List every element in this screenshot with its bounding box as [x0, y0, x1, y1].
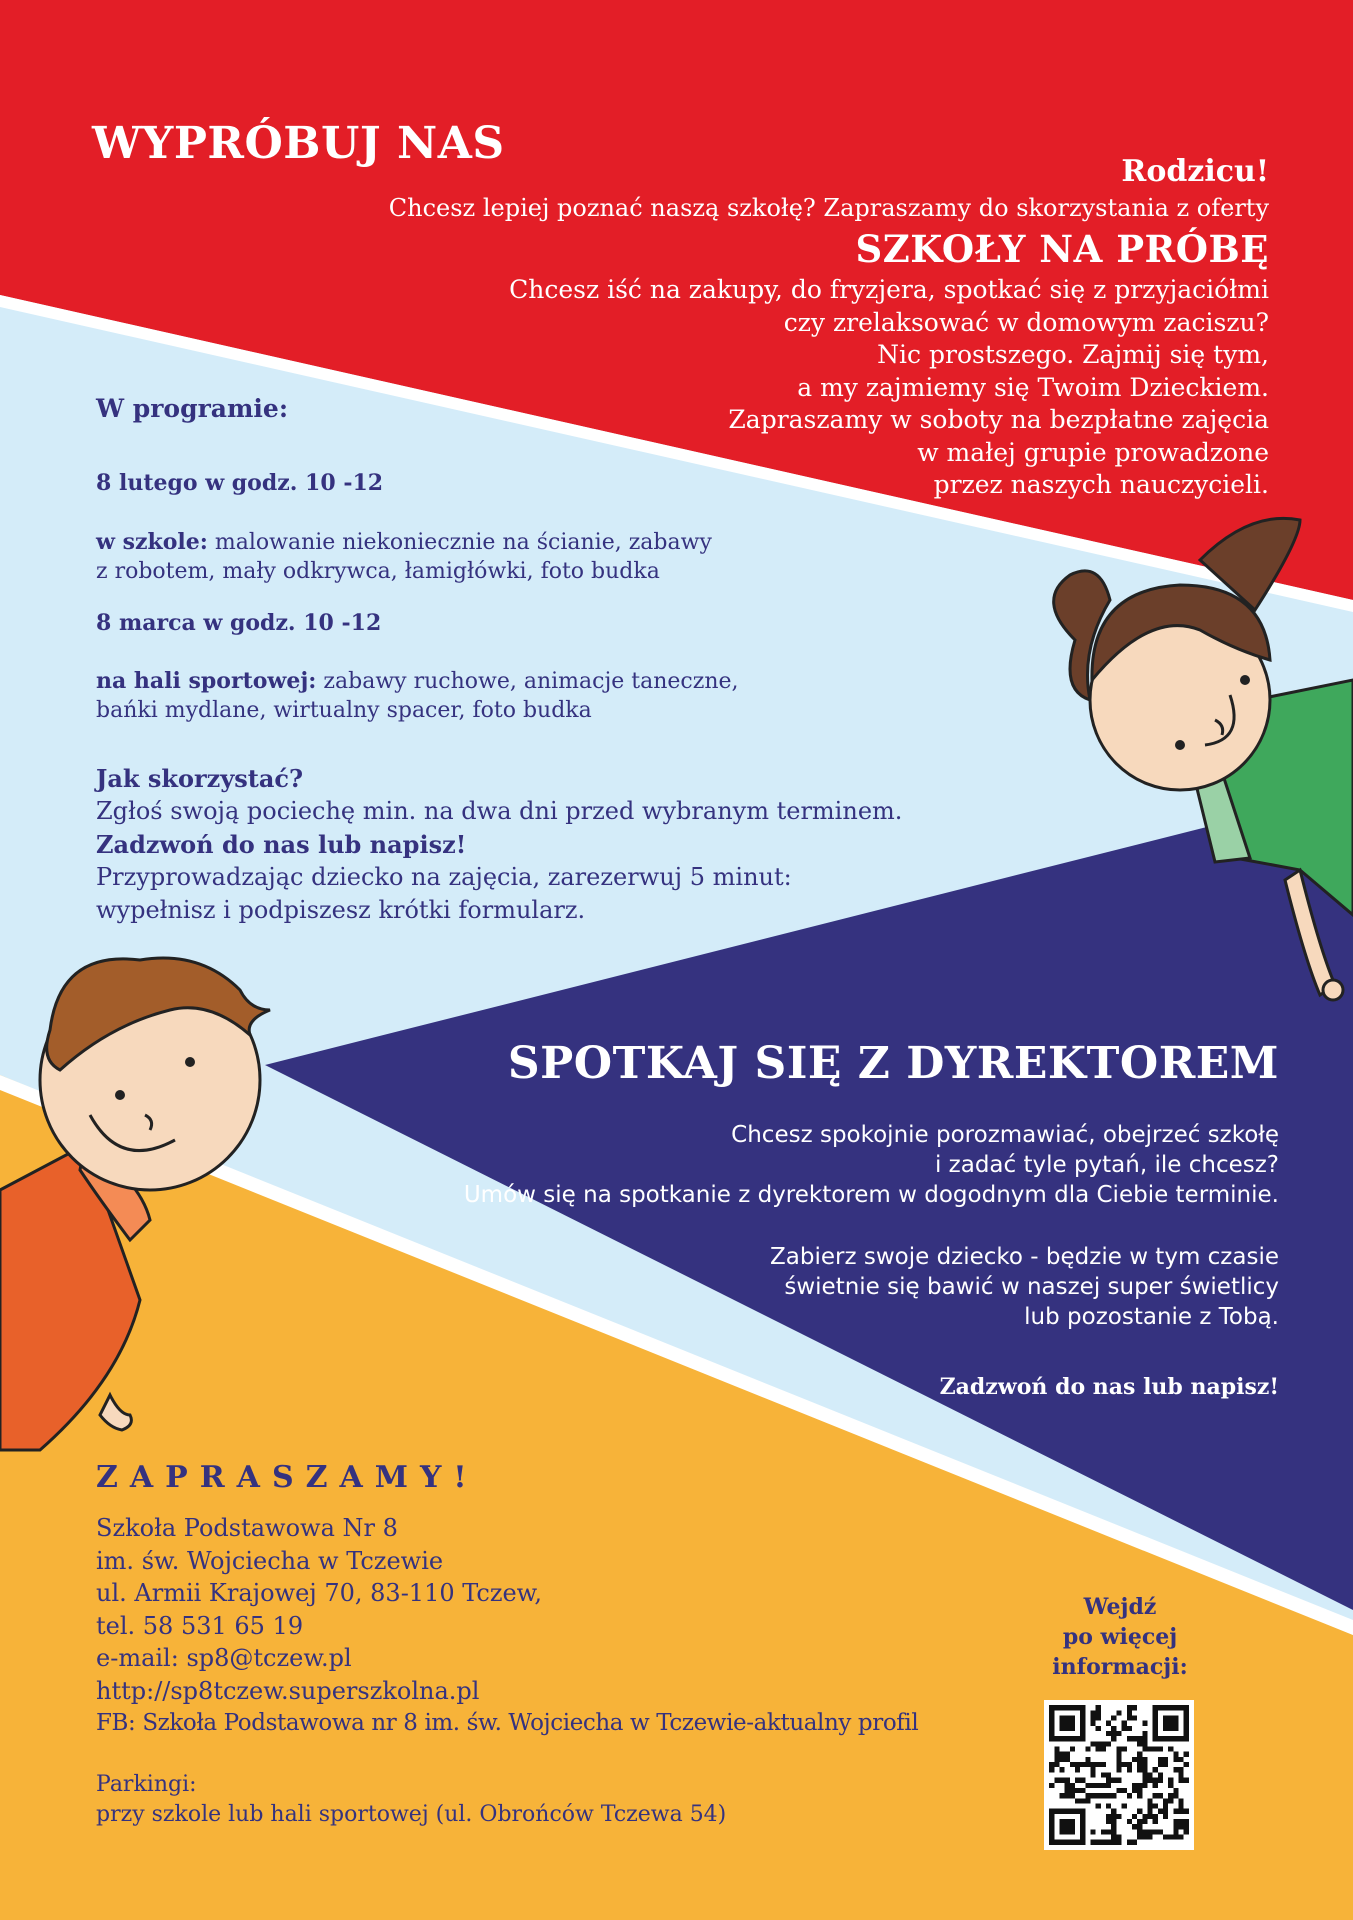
parent-body-line: a my zajmiemy się Twoim Dzieckiem. — [797, 372, 1269, 402]
how-heading: Jak skorzystać? — [96, 764, 304, 793]
director-line: świetnie się bawić w naszej super świetlicy — [784, 1274, 1279, 1300]
facebook-line: FB: Szkoła Podstawowa nr 8 im. św. Wojciecha w Tczewie-aktualny profil — [96, 1710, 919, 1736]
director-line: Zabierz swoje dziecko - będzie w tym czasie — [770, 1244, 1279, 1270]
qr-code-icon[interactable] — [1044, 1700, 1194, 1850]
website-link[interactable]: http://sp8tczew.superszkolna.pl — [96, 1676, 480, 1705]
february-text: malowanie niekoniecznie na ścianie, zabawy — [207, 530, 712, 555]
parking-text: przy szkole lub hali sportowej (ul. Obrońców Tczewa 54) — [96, 1802, 727, 1827]
email-line[interactable]: e-mail: sp8@tczew.pl — [96, 1644, 352, 1672]
parent-body-line: w małej grupie prowadzone — [917, 437, 1269, 467]
director-call: Zadzwoń do nas lub napisz! — [939, 1374, 1279, 1400]
february-text-line2: z robotem, mały odkrywca, łamigłówki, foto budka — [96, 559, 660, 584]
parent-body-line: przez naszych nauczycieli. — [933, 470, 1269, 499]
school-trial-heading: SZKOŁY NA PRÓBĘ — [855, 227, 1269, 271]
parent-body-line: Zapraszamy w soboty na bezpłatne zajęcia — [728, 405, 1269, 434]
parking-label: Parkingi: — [96, 1772, 197, 1797]
how-line-2: Przyprowadzając dziecko na zajęcia, zarezerwuj 5 minut: — [96, 863, 792, 891]
how-line-1: Zgłoś swoją pociechę min. na dwa dni przed wybranym terminem. — [96, 797, 903, 825]
february-date: 8 lutego w godz. 10 -12 — [96, 470, 384, 496]
director-title: SPOTKAJ SIĘ Z DYREKTOREM — [507, 1038, 1279, 1089]
director-body — [279, 1120, 1279, 1332]
more-info-label — [1020, 1592, 1220, 1682]
parent-intro: Chcesz lepiej poznać naszą szkołę? Zapraszamy do skorzystania z oferty — [388, 194, 1269, 222]
phone-line: tel. 58 531 65 19 — [96, 1611, 304, 1640]
director-line: Umów się na spotkanie z dyrektorem w dogodnym dla Ciebie terminie. — [463, 1182, 1279, 1208]
march-text: zabawy ruchowe, animacje taneczne, — [316, 669, 739, 694]
how-call: Zadzwoń do nas lub napisz! — [96, 830, 467, 859]
invite-heading: ZAPRASZAMY! — [96, 1460, 479, 1495]
more-info-line: Wejdź — [1083, 1594, 1157, 1620]
more-info-line: informacji: — [1052, 1654, 1188, 1680]
program-heading: W programie: — [96, 394, 289, 423]
address-line: ul. Armii Krajowej 70, 83-110 Tczew, — [96, 1579, 542, 1607]
how-line-3: wypełnisz i podpiszesz krótki formularz. — [96, 896, 586, 924]
director-line: lub pozostanie z Tobą. — [1024, 1304, 1279, 1330]
parent-body-line: czy zrelaksować w domowym zaciszu? — [783, 307, 1269, 337]
address-line: im. św. Wojciecha w Tczewie — [96, 1546, 444, 1575]
parent-heading: Rodzicu! — [1121, 154, 1269, 189]
director-line: i zadać tyle pytań, ile chcesz? — [934, 1152, 1279, 1178]
march-label: na hali sportowej: — [96, 668, 317, 694]
march-text-line2: bańki mydlane, wirtualny spacer, foto budka — [96, 698, 592, 723]
try-us-title: WYPRÓBUJ NAS — [92, 118, 505, 169]
march-description — [96, 667, 739, 725]
february-description — [96, 528, 712, 586]
march-date: 8 marca w godz. 10 -12 — [96, 610, 382, 636]
parent-block — [169, 152, 1269, 502]
parent-body-line: Chcesz iść na zakupy, do fryzjera, spotkać się z przyjaciółmi — [509, 275, 1269, 304]
director-line: Chcesz spokojnie porozmawiać, obejrzeć szkołę — [731, 1122, 1279, 1148]
how-to-join-block — [96, 762, 902, 927]
parent-body — [169, 274, 1269, 502]
address-block — [96, 1512, 918, 1740]
more-info-line: po więcej — [1062, 1624, 1178, 1650]
parking-block — [96, 1770, 726, 1830]
address-line: Szkoła Podstawowa Nr 8 — [96, 1514, 398, 1542]
parent-body-line: Nic prostszego. Zajmij się tym, — [877, 340, 1269, 369]
february-label: w szkole: — [96, 529, 208, 555]
